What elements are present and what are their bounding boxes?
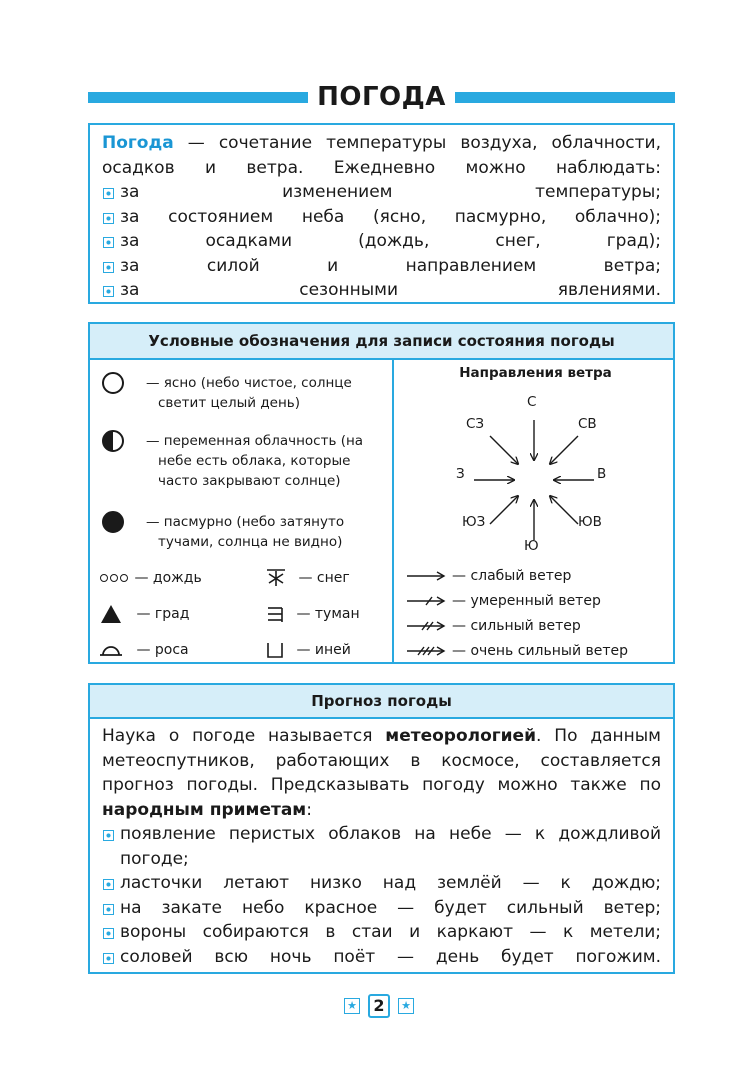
definition-text: — сочетание температуры воздуха, облачности, bbox=[173, 133, 661, 153]
wind-strong-arrow-icon bbox=[406, 620, 446, 632]
legend-line: — пасмурно (небо затянуто bbox=[146, 514, 345, 530]
list-item bbox=[102, 822, 661, 847]
legend-snow-label: — снег bbox=[298, 570, 350, 586]
legend-fog-label: — туман bbox=[296, 606, 360, 622]
legend-heading: Условные обозначения для записи состояния погоды bbox=[90, 324, 673, 360]
legend-rain-label: — дождь bbox=[134, 570, 202, 586]
forecast-text: : bbox=[306, 799, 312, 820]
definition-box bbox=[88, 123, 675, 304]
page-number-value: 2 bbox=[368, 994, 390, 1018]
partly-cloudy-icon bbox=[102, 430, 124, 452]
list-item: за силой и направлением ветра; bbox=[102, 254, 661, 279]
dir-north: С bbox=[527, 394, 537, 410]
forecast-line-1 bbox=[102, 724, 661, 749]
legend-clear bbox=[102, 372, 388, 416]
wind-very-strong-arrow-icon bbox=[406, 645, 446, 657]
forecast-text: Наука о погоде называется bbox=[102, 726, 386, 746]
dir-east: В bbox=[597, 466, 607, 482]
forecast-line-2: метеоспутников, работающих в космосе, составляется bbox=[102, 750, 661, 771]
list-item: за состоянием неба (ясно, пасмурно, облачно); bbox=[102, 205, 661, 230]
legend-overcast bbox=[102, 511, 388, 555]
legend-line: тучами, солнца не видно) bbox=[158, 534, 343, 550]
legend-line: — переменная облачность (на bbox=[146, 433, 364, 449]
legend-line: часто закрывают солнце) bbox=[158, 473, 341, 489]
column-divider bbox=[392, 360, 394, 662]
legend-line: светит целый день) bbox=[158, 395, 301, 411]
fog-icon bbox=[266, 605, 284, 623]
dir-south: Ю bbox=[524, 538, 539, 554]
list-item: ласточки летают низко над землёй — к дождю; bbox=[102, 871, 661, 896]
title-bar-right bbox=[455, 92, 675, 103]
forecast-box bbox=[88, 683, 675, 974]
legend-hail-label: — град bbox=[136, 606, 190, 622]
dew-icon bbox=[100, 641, 122, 659]
signs-list bbox=[102, 822, 661, 969]
legend-overcast-text bbox=[146, 512, 344, 552]
wind-strong-label: — сильный ветер bbox=[452, 618, 581, 634]
list-item: за изменением температуры; bbox=[102, 180, 661, 205]
frost-icon bbox=[266, 641, 284, 659]
legend-dew-label: — роса bbox=[136, 642, 189, 658]
legend-partly-text bbox=[146, 431, 363, 491]
page-number bbox=[340, 994, 412, 1018]
legend-snow bbox=[266, 568, 350, 588]
forecast-text: . По данным bbox=[536, 726, 661, 746]
list-item: соловей всю ночь поёт — день будет погожим. bbox=[102, 945, 661, 970]
wind-strong bbox=[406, 616, 581, 636]
hail-icon bbox=[100, 604, 122, 624]
legend-frost bbox=[266, 640, 351, 660]
forecast-line-4 bbox=[102, 798, 661, 823]
clear-sky-icon bbox=[102, 372, 124, 394]
legend-line: — ясно (небо чистое, солнце bbox=[146, 375, 352, 391]
forecast-line-3: прогноз погоды. Предсказывать погоду можно также по bbox=[102, 775, 661, 795]
forecast-heading: Прогноз погоды bbox=[90, 685, 673, 719]
list-item: за сезонными явлениями. bbox=[102, 278, 661, 303]
wind-very-strong-label: — очень сильный ветер bbox=[452, 643, 629, 659]
definition-line-1 bbox=[102, 131, 661, 156]
list-item-continuation: погоде; bbox=[120, 848, 189, 869]
wind-moderate-arrow-icon bbox=[406, 595, 446, 607]
wind-very-strong bbox=[406, 641, 628, 661]
wind-weak-label: — слабый ветер bbox=[452, 568, 572, 584]
legend-dew bbox=[100, 640, 189, 660]
overcast-icon bbox=[102, 511, 124, 533]
legend-fog bbox=[266, 604, 360, 624]
list-item: вороны собираются в стаи и каркают — к метели; bbox=[102, 920, 661, 945]
title-row bbox=[88, 80, 675, 114]
list-item: на закате небо красное — будет сильный ветер; bbox=[102, 896, 661, 921]
dir-southwest: ЮЗ bbox=[462, 514, 486, 530]
forecast-term: метеорологией bbox=[385, 726, 536, 746]
wind-title: Направления ветра bbox=[459, 365, 612, 381]
list-item: за осадками (дождь, снег, град); bbox=[102, 229, 661, 254]
legend-box bbox=[88, 322, 675, 664]
star-icon: ★ bbox=[398, 998, 414, 1014]
legend-clear-text bbox=[146, 373, 352, 413]
snow-icon bbox=[266, 569, 286, 587]
observation-list bbox=[102, 180, 661, 303]
legend-rain bbox=[100, 568, 202, 588]
forecast-body bbox=[90, 719, 673, 969]
wind-weak-arrow-icon bbox=[406, 570, 446, 582]
legend-hail bbox=[100, 604, 189, 624]
legend-frost-label: — иней bbox=[296, 642, 351, 658]
definition-term: Погода bbox=[102, 133, 174, 153]
sign-text: появление перистых облаков на небе — к дождливой bbox=[120, 824, 661, 844]
wind-weak bbox=[406, 566, 571, 586]
wind-moderate-label: — умеренный ветер bbox=[452, 593, 601, 609]
wind-moderate bbox=[406, 591, 601, 611]
dir-west: З bbox=[456, 466, 465, 482]
legend-partly bbox=[102, 430, 388, 494]
rain-icon bbox=[100, 570, 130, 586]
page-title: ПОГОДА bbox=[317, 82, 446, 112]
legend-line: небе есть облака, которые bbox=[158, 453, 351, 469]
star-icon: ★ bbox=[344, 998, 360, 1014]
definition-line-2: осадков и ветра. Ежедневно можно наблюдать: bbox=[102, 157, 661, 178]
dir-northwest: СЗ bbox=[466, 416, 485, 432]
forecast-term: народным приметам bbox=[102, 799, 307, 820]
dir-southeast: ЮВ bbox=[578, 514, 602, 530]
dir-northeast: СВ bbox=[578, 416, 597, 432]
